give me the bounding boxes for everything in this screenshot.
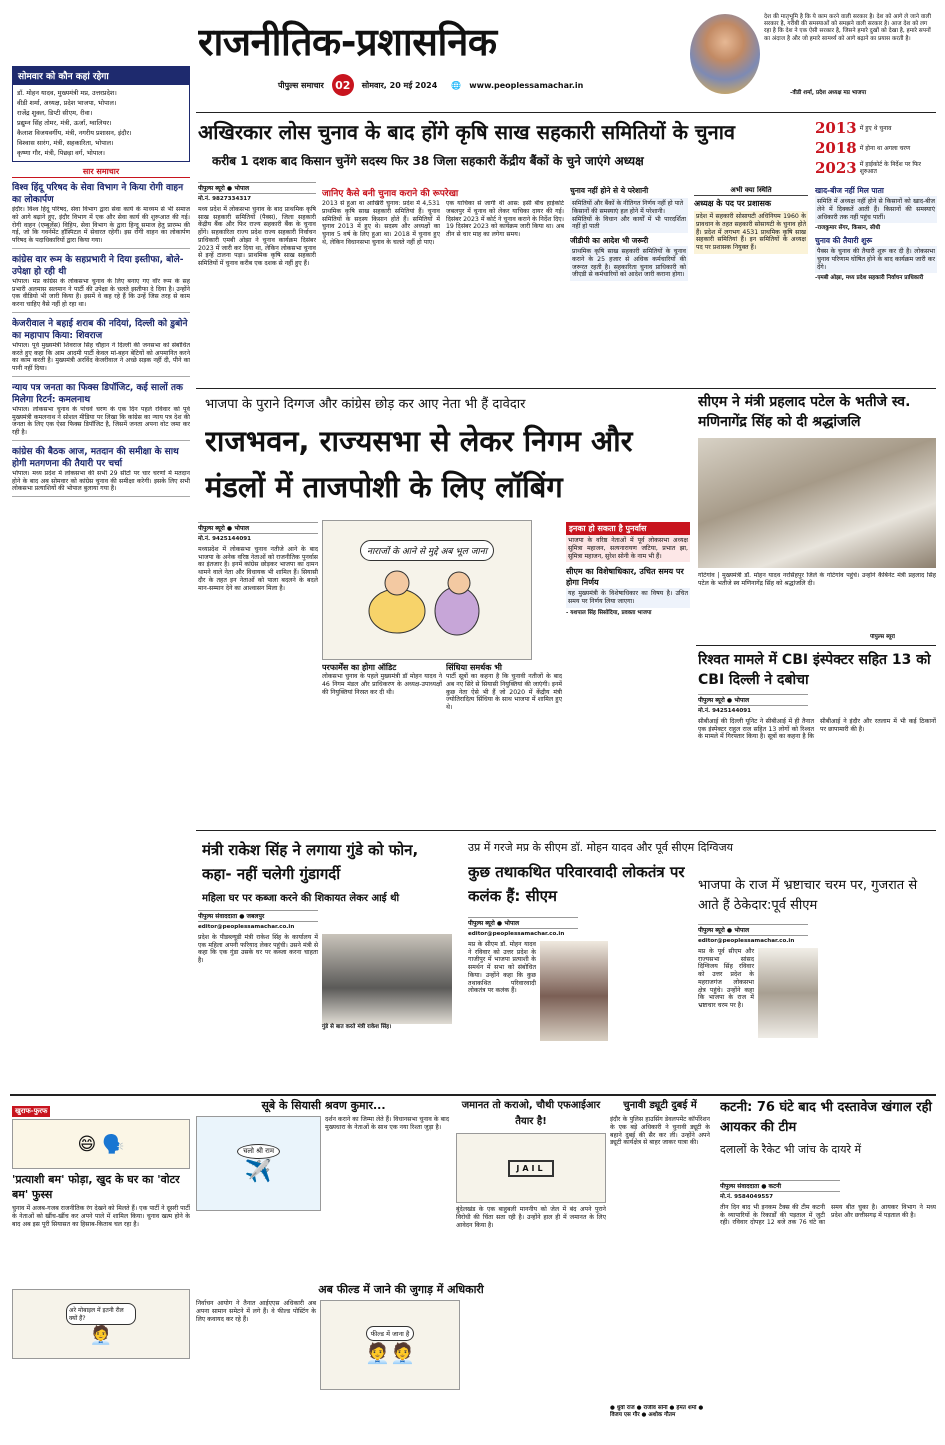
schedule-item: प्रद्युम्न सिंह तोमर, मंत्री, ऊर्जा, ग्वालियर। <box>17 119 112 127</box>
cm-title: सीएम का विशेषाधिकार, उचित समय पर होगा निर्णय <box>566 567 684 588</box>
left-sidebar <box>12 66 190 1086</box>
schedule-item: राजेंद्र शुक्ल, डिप्टी सीएम, रीवा। <box>17 109 93 117</box>
page-number: 02 <box>332 74 354 96</box>
bhajpa-headline: राजभवन, राज्यसभा से लेकर निगम और मंडलों में ताजपोशी के लिए लॉबिंग <box>205 424 633 504</box>
khurafat-box <box>12 1098 190 1438</box>
globe-icon: 🌐 <box>451 80 462 90</box>
side-news-title: केजरीवाल ने बहाई शराब की नदियां, दिल्ली को डुबोने का महापाप किया: शिवराज <box>12 318 188 341</box>
bhajpa-cartoon <box>322 520 532 660</box>
schedule-list <box>12 85 190 162</box>
side-news-title: न्याय पत्र जनता का फिक्स डिपॉजिट, कई सालों तक मिलेगा रिटर्न: कमलनाथ <box>12 382 183 405</box>
column-credits: ● धुर्वा राज ● राजीव सोनी ● हेमंत शर्मा ● विजय एस गौर ● अशोक गौतम <box>610 1405 704 1418</box>
khurafat-bubble: अरे मोबाइल में इतनी रील क्यों हैं? <box>66 1303 136 1325</box>
prahlad-photo <box>698 438 936 568</box>
schedule-item: कृष्णा गौर, मंत्री, पिछड़ा वर्ग, भोपाल। <box>17 149 106 157</box>
side-news-title: कांग्रेस वार रूम के सहप्रभारी ने दिया इस्तीफा, बोले- उपेक्षा हो रही थी <box>12 254 184 277</box>
side-news-body: भोपाल। पूर्व मुख्यमंत्री शिवराज सिंह चौहान ने दिल्ली की जनसभा को संबोधित करते हुए कहा कि आम आदमी पार्टी केवल मां-बहन बेटियों को अपमानित करने का काम करती है। मुख्यमंत्री अरविंद केजरीवाल ने अच्छे सड़क नहीं दी, पीने का पानी नहीं दिया। <box>12 341 190 372</box>
cbi-headline: रिश्वत मामले में CBI इंस्पेक्टर सहित 13 को CBI दिल्ली ने दबोचा <box>698 652 931 688</box>
jamanat-cartoon <box>456 1133 606 1203</box>
jamanat-cartoon-text: JAIL <box>508 1160 553 1177</box>
scindia-title: सिंधिया समर्थक भी <box>446 663 502 672</box>
katni-mobile: मो.नं. 9584049557 <box>720 1194 774 1200</box>
khurafat-body: चुनाव में अजब-गजब राजनीतिक रंग देखने को मिलते हैं। एक पार्टी ने दूसरी पार्टी के नेताओं को खींच-खींच कर अपने पाले में शामिल किया। चुनाव खत्म होने के बाद अब इस पूरी सियासत का हिसाब-किताब चल रहा है। <box>12 1205 190 1228</box>
year-row <box>815 138 937 158</box>
digvijay-email: editor@peoplessamachar.co.in <box>698 938 795 944</box>
shravan-cartoon-text: चलो श्री राम <box>237 1144 280 1159</box>
lead-byline: पीपुल्स ब्यूरो ● भोपाल <box>198 182 316 194</box>
digvijay-photo <box>758 948 818 1038</box>
rakesh-caption: गुंडे से बात करते मंत्री राकेश सिंह। <box>322 1023 392 1030</box>
section-title: राजनीतिक-प्रशासनिक <box>198 20 497 64</box>
bhajpa-byline: पीपुल्स ब्यूरो ● भोपाल <box>198 522 318 534</box>
side-news-list <box>12 182 190 497</box>
current-body: प्रदेश में सहकारी सोसायटी अधिनियम 1960 के प्रावधान के तहत सहकारी सोसायटी के चुनाव होते हैं। प्रदेश में लगभग 4531 प्राथमिक कृषि साख सहकारी समितियां हैं। इन समितियों के अध्यक्ष पद पर प्रशासक नियुक्त हैं। <box>694 211 808 254</box>
shravan-cartoon: चलो श्री राम ✈️ <box>196 1116 321 1211</box>
cm-body: यह मुख्यमंत्री के विशेषाधिकार का विषय है। उचित समय पर निर्णय लिया जाएगा। <box>566 588 690 608</box>
bhajpa-column-1 <box>198 520 318 825</box>
jugaad-box <box>196 1282 606 1402</box>
katni-headline: कटनी: 76 घंटे बाद भी दस्तावेज खंगाल रही आयकर की टीम <box>720 1100 932 1135</box>
year-row <box>815 158 937 178</box>
problems-title: चुनाव नहीं होने से ये परेशानी <box>570 186 649 195</box>
shravan-box <box>196 1098 451 1278</box>
rakesh-headline: मंत्री राकेश सिंह ने लगाया गुंडे को फोन, कहा- नहीं चलेगी गुंडागर्दी <box>202 841 419 883</box>
performance-box <box>322 662 442 822</box>
side-news-title: विश्व हिंदू परिषद के सेवा विभाग ने किया रोगी वाहन का लोकार्पण <box>12 183 184 205</box>
masthead <box>198 18 718 98</box>
news-header: सार समाचार <box>12 166 190 178</box>
cbi-byline: पीपुल्स ब्यूरो ● भोपाल <box>698 694 808 706</box>
cbi-mobile: मो.नं. 9425144091 <box>698 708 752 714</box>
rakesh-photo <box>322 934 452 1024</box>
khurafat-label: खुराफ-फुरफ <box>12 1106 50 1117</box>
gdp-title: जीडीपी का आदेश भी जरूरी <box>570 236 649 245</box>
problem-item: समितियों और बैंकों के नीतिगत निर्णय नहीं हो पाते <box>572 200 684 207</box>
duty-body: इंदौर के पुलिस हाउसिंग डेवलपमेंट कॉर्पोरेशन के एक बड़े अधिकारी ने चुनावी ड्यूटी के बहाने दुबई की सैर कर ली। उन्होंने अपने ड्यूटी कार्यक्षेत्र से बाहर जाकर यात्रा की। <box>610 1116 710 1147</box>
jamanat-body: बुंदेलखंड के एक बाहुबली माननीय को जेल में बंद अपने पुराने विरोधी की चिंता सता रही है। उन्होंने हाल ही में जमानत के लिए आवेदन किया है। <box>456 1206 606 1229</box>
shravan-headline: सूबे के सियासी श्रवण कुमार... <box>261 1099 386 1112</box>
bhajpa-mobile: मो.नं. 9425144091 <box>198 536 252 542</box>
rehab-body: भाजपा के वरिष्ठ नेताओं में पूर्व लोकसभा अध्यक्ष सुमित्रा महाजन, सत्यनारायण जटिया, प्रभात झा, सुमित्रा महाजन, सुरेश सोनी के नाम भी हैं। <box>566 535 690 562</box>
cartoon-caption: नाराजों के आने से मुद्दे अब भूल जाना <box>360 540 494 561</box>
jugaad-body: निर्वाचन आयोग ने तैनात आईएएस अधिकारी अब अपना सामान समेटने में लगे हैं। वे फील्ड पोस्टिंग के लिए कवायद कर रहे हैं। <box>196 1300 316 1323</box>
khurafat-headline: 'प्रत्याशी बम' फोड़ा, खुद के घर का 'वोटर बम' फुस्स <box>12 1173 180 1201</box>
duty-box <box>610 1098 710 1438</box>
jaaniye-heading: जानिए कैसे बनी चुनाव कराने की रूपरेखा <box>322 189 459 199</box>
issue-date: सोमवार, 20 मई 2024 <box>361 80 438 90</box>
problem-item: किसानों की समस्याएं हल होने में परेशानी। <box>572 207 665 215</box>
quote-author: -वीडी शर्मा, प्रदेश अध्यक्ष मप्र भाजपा <box>790 90 867 96</box>
side-news-item <box>12 318 190 377</box>
year-text: में होना था अगला चरण <box>859 144 911 152</box>
side-news-body: भोपाल। मध्य प्रदेश में लोकसभा की सभी 29 सीटों पर चार चरणों में मतदान होने के बाद अब सोमवार को कांग्रेस चुनाव की समीक्षा करेगी। इसके लिए सभी लोकसभा प्रत्याशियों की भोपाल बुलाया गया है। <box>12 469 190 493</box>
q2-title: चुनाव की तैयारी शुरू <box>815 236 873 246</box>
website-link[interactable]: www.peoplessamachar.in <box>469 80 584 90</box>
cbi-column <box>698 692 936 822</box>
jamanat-headline: जमानत तो कराओ, चौथी एफआईआर तैयार है! <box>461 1100 601 1127</box>
year-value: 2013 <box>815 119 857 137</box>
mohan-body: मप्र के सीएम डॉ. मोहन यादव ने रविवार को उत्तर प्रदेश के गाजीपुर में भाजपा प्रत्याशी के समर्थन में सभा को संबोधित किया। उन्होंने कहा कि कुछ तथाकथित परिवारवादी लोकतंत्र पर कलंक हैं। <box>468 940 536 995</box>
year-value: 2018 <box>815 139 857 157</box>
katni-subhead: दलालों के रैकेट भी जांच के दायरे में <box>720 1143 862 1156</box>
rakesh-body: प्रदेश के पीडब्ल्यूडी मंत्री राकेश सिंह के कार्यालय में एक महिला अपनी फरियाद लेकर पहुंची। उसने मंत्री से कहा कि एक गुंडा उसके घर पर कब्जा करना चाहता है। <box>198 933 318 965</box>
digvijay-headline: भाजपा के राज में भ्रष्टाचार चरम पर, गुजरात से आते हैं ठेकेदार:पूर्व सीएम <box>698 878 918 913</box>
paper-name: पीपुल्स समाचार <box>278 80 324 90</box>
side-news-title: कांग्रेस की बैठक आज, मतदान की समीक्षा के साथ होगी मतगणना की तैयारी पर चर्चा <box>12 446 179 469</box>
digvijay-column <box>698 922 936 1090</box>
cm-author: - यशपाल सिंह सिसोदिया, प्रवक्ता भाजपा <box>566 609 652 616</box>
scindia-box <box>446 662 562 822</box>
side-news-item <box>12 382 190 441</box>
schedule-item: डॉ. मोहन यादव, मुख्यमंत्री मप्र, उत्तरप्रदेश। <box>17 89 117 97</box>
rakesh-column <box>198 908 460 1088</box>
performance-body: लोकसभा चुनाव के पहले मुख्यमंत्री डॉ मोहन यादव ने 46 निगम मंडल और प्राधिकरण के अध्यक्ष-उपाध्यक्षों की नियुक्तियां निरस्त कर दी थी। <box>322 673 442 696</box>
q1-author: -राजकुमार सेंगर, किसान, सीधी <box>815 225 881 232</box>
lead-body-1: मध्य प्रदेश में लोकसभा चुनाव के बाद प्राथमिक कृषि साख सहकारी समितियों (पैक्स), जिला सहकारी केंद्रीय बैंक और फिर राज्य सहकारी बैंक के चुनाव होंगे। सहकारिता राज्य प्रदेश राज्य सहकारी निर्वाचन प्राधिकारी एमबी ओझा ने चुनाव कार्यक्रम दिसंबर 2023 में जारी कर दिया था, लेकिन लोकसभा चुनाव से इन्हें टालना पड़ा। प्राथमिक कृषि साख सहकारी समितियों में चुनाव करीब एक दशक से नहीं हुए हैं। <box>198 205 316 268</box>
quote-box <box>690 10 935 100</box>
mohan-email: editor@peoplessamachar.co.in <box>468 931 565 937</box>
jugaad-headline: अब फील्ड में जाने की जुगाड़ में अधिकारी <box>318 1283 484 1296</box>
problems-list <box>570 198 688 233</box>
lead-body-2: 2013 से हुआ था आखिरी चुनाव: प्रदेश में 4,531 प्राथमिक कृषि साख सहकारी समितियां हैं। चुनाव समितियों के सदस्य किसान होते हैं। समितियों में चुनाव 2013 में हुए थे। सदस्य और अध्यक्षों का चुनाव 5 वर्ष के लिए हुआ था। 2018 में चुनाव हुए थे, लेकिन विधानसभा चुनाव के चलते नहीं हो पाए। <box>322 200 440 246</box>
year-text: में हुए थे चुनाव <box>859 124 892 132</box>
mohan-column <box>468 915 690 1090</box>
katni-column <box>720 1178 936 1438</box>
rakesh-subhead: महिला घर पर कब्जा करने की शिकायत लेकर आई थी <box>202 893 400 904</box>
jugaad-bubble: फील्ड में जाना है <box>366 1326 415 1341</box>
problems-box <box>570 186 688 376</box>
prahlad-headline: सीएम ने मंत्री प्रहलाद पटेल के भतीजे स्व. मणिनागेंद्र सिंह को दी श्रद्धांजलि <box>698 394 911 430</box>
schedule-header: सोमवार को कौन कहां रहेगा <box>12 66 190 85</box>
lead-mobile: मो.नं. 9827334317 <box>198 196 252 202</box>
mohan-kicker: उप्र में गरजे मप्र के सीएम डॉ. मोहन यादव और पूर्व सीएम दिग्विजय <box>468 841 734 854</box>
khurafat-cartoon-2: अरे मोबाइल में इतनी रील क्यों हैं? 🧑‍💼 <box>12 1289 190 1359</box>
lead-body-3: एक याचिका से जागी थी आस: इसी बीच हाईकोर्ट जबलपुर में चुनाव को लेकर याचिका दायर की गई। दिसंबर 2023 में कोर्ट ने चुनाव कराने के निर्देश दिए। 19 दिसंबर 2023 को कार्यक्रम जारी किया था। अब तीन से चार माह का लगेगा समय। <box>446 200 564 238</box>
mohan-photo <box>540 941 608 1041</box>
year-row <box>815 118 937 138</box>
vd-sharma-photo <box>690 14 760 94</box>
side-news-body: भोपाल। लोकसभा चुनाव के पांचवें चरण के एक दिन पहले रविवार को पूर्व मुख्यमंत्री कमलनाथ ने सोशल मीडिया पर लिखा कि कांग्रेस का न्याय पत्र देश की जनता के लिए एक ऐसा फिक्स डिपॉजिट है, जिसमें जनता अपना वोट जमा कर रही है। <box>12 405 190 436</box>
side-news-body: इंदौर। विश्व हिंदू परिषद, सेवा विभाग द्वारा सेवा कार्य के माध्यम से भी समाज को आगे बढ़ाने हुए, इंदौर विभाग में एक और सेवा कार्य की शुरूआत की गई। रोगी वाहन (एम्बुलेंस) विहिप, सेवा विभाग के द्वारा हिन्दू समाज हेतु प्रारम्भ की गई, जो कि गवर्नमेंट हॉस्पिटल में सेवारत रहेगी। इस रोगी वाहन का लोकार्पण परिषद के पदाधिकारियों द्वारा किया गया। <box>12 206 190 244</box>
problem-item: समितियों के विधान और कार्यों में भी पारदर्शिता नहीं हो पाती <box>572 215 686 231</box>
rehab-box <box>566 522 690 822</box>
khurafat-cartoon: 😄 🗣️ <box>12 1119 190 1169</box>
q1-body: समिति में अध्यक्ष नहीं होने से किसानों को खाद-बीज लेने में दिक्कतें आती हैं। किसानों की समस्याएं अधिकारी तक नहीं पहुंच पातीं। <box>815 196 937 223</box>
years-box <box>815 118 937 183</box>
quote-text: देश की मातृभूमि है कि ये काम करने वाली सरकार है। देश को आगे ले जाने वाली सरकार है, गरीबी की समस्याओं को समझने वाली सरकार है। आज देश को लग रहा है कि देश ने एक ऐसी सरकार है, जिसने हमारे दुखों को देखा है, हमारे सपनों का अंदाज है और जो हमारे सामर्थ्य को आगे बढ़ाने का प्रयास करती है। <box>764 14 931 42</box>
lead-column-1 <box>198 180 316 370</box>
katni-byline: पीपुल्स संवाददाता ● कटनी <box>720 1180 840 1192</box>
mohan-body-cont <box>612 941 690 1041</box>
jamanat-box <box>456 1098 606 1278</box>
schedule-item: वीडी शर्मा, अध्यक्ष, प्रदेश भाजपा, भोपाल। <box>17 99 117 107</box>
bhajpa-body: मध्यप्रदेश में लोकसभा चुनाव नतीजे आने के बाद भाजपा के अनेक वरिष्ठ नेताओं को राजनीतिक पुनर्वास का इंतजार है। इनमें कांग्रेस छोड़कर भाजपा का दामन थामने वाले नेता और विधायक भी शामिल हैं। सियासी दौर के तहत इन नेताओं को पाला बदलने के बदले मान-सम्मान देने का आश्वासन मिला है। <box>198 545 318 592</box>
lead-headline: अखिरकार लोस चुनाव के बाद होंगे कृषि साख सहकारी समितियों के चुनाव <box>198 120 735 144</box>
schedule-item: विश्वास सारंग, मंत्री, सहकारिता, भोपाल। <box>17 139 114 147</box>
jugaad-body-cont <box>464 1300 604 1390</box>
rakesh-email: editor@peoplessamachar.co.in <box>198 924 295 930</box>
q2-author: -एमबी ओझा, मध्य प्रदेश सहकारी निर्वाचन प्राधिकारी <box>815 275 924 282</box>
year-value: 2023 <box>815 159 857 177</box>
jugaad-cartoon: फील्ड में जाना है 🧑‍💼🧑‍💼 <box>320 1300 460 1390</box>
mohan-byline: पीपुल्स ब्यूरो ● भोपाल <box>468 917 578 929</box>
shravan-body: दर्शन कराने का जिम्मा लेते हैं। विधानसभा चुनाव के बाद मुख्यधारा के नेताओं के साथ एक नया रिश्ता जुड़ा है। <box>325 1116 449 1131</box>
current-title: अभी क्या स्थिति <box>694 186 808 196</box>
current-status-box <box>694 186 808 376</box>
lead-subhead: करीब 1 दशक बाद किसान चुनेंगे सदस्य फिर 38 जिला सहकारी केंद्रीय बैंकों के चुने जाएंगे अध्यक्ष <box>212 154 644 168</box>
scindia-body: पार्टी सूत्रों का कहना है कि चुनावी नतीजों के बाद अब नए सिरे से सियासी नियुक्तियां की जाएंगी। इनमें कुछ नेता ऐसे भी हैं जो 2020 में केंद्रीय मंत्री ज्योतिरादित्य सिंधिया के साथ भाजपा में शामिल हुए थे। <box>446 673 562 711</box>
mohan-headline: कुछ तथाकथित परिवारवादी लोकतंत्र पर कलंक हैं: सीएम <box>468 863 685 905</box>
gdp-body: प्राथमिक कृषि साख सहकारी समितियों के चुनाव कराने के 25 हजार से अधिक कर्मचारियों की जरूरत रहती है। सहकारिता चुनाव प्राधिकारी को जीएडी से कर्मचारियों को आदेश जारी कराना होगा। <box>570 246 688 281</box>
side-news-item <box>12 254 190 313</box>
current-subtitle: अध्यक्ष के पद पर प्रशासक <box>694 199 772 208</box>
prahlad-byline: पीपुल्स ब्यूरो <box>870 634 895 640</box>
side-news-item <box>12 446 190 497</box>
side-news-body: भोपाल। मप्र कांग्रेस के लोकसभा चुनाव के लिए बनाए गए वॉर रूम के सह प्रभारी अलमास सलमान ने पार्टी की उपेक्षा के चलते इस्तीफा दे दिया है। उन्होंने एक वीडियो भी जारी किया है। इसमें वे कह रहे हैं कि उन्हें जिस तरह से काम करना चाहिए वैसे नहीं हो रहा था। <box>12 277 190 308</box>
digvijay-body-cont <box>822 948 932 1038</box>
digvijay-byline: पीपुल्स ब्यूरो ● भोपाल <box>698 924 808 936</box>
duty-headline: चुनावी ड्यूटी दुबई में <box>623 1100 697 1111</box>
performance-title: परफार्मेंस का होगा ऑडिट <box>322 663 397 672</box>
cartoon-figures <box>347 561 507 641</box>
rehab-title: इनका हो सकता है पुनर्वास <box>566 522 690 535</box>
cbi-body: सीबीआई की दिल्ली यूनिट ने सीबीआई में ही तैनात एक इंस्पेक्टर राहुल राज सहित 13 लोगों को रिश्वत के मामले में गिरफ्तार किया है। सूत्रों का कहना है कि सीबीआई ने इंदौर और रतलाम में भी कई ठिकानों पर छापामारी की है। <box>698 717 936 741</box>
katni-body: तीन दिन बाद भी इनकम टैक्स की टीम कटनी के व्यापारियों के रिकार्डों की पड़ताल में जुटी रही। रविवार दोपहर 12 बजे तक 76 घंटे का समय बीत चुका है। आयकर विभाग ने मध्य प्रदेश और छत्तीसगढ़ में पड़ताल की है। <box>720 1203 936 1227</box>
q2-body: पैक्स के चुनाव की तैयारी शुरू कर दी है। लोकसभा चुनाव परिणाम घोषित होने के बाद कार्यक्रम जारी कर देंगे। <box>815 246 937 273</box>
prahlad-caption: गोटेगांव | मुख्यमंत्री डॉ. मोहन यादव नरसिंहपुर जिले के गोटेगांव पहुंचे। उन्होंने कैबिनेट मंत्री प्रहलाद सिंह पटेल के भतीजे स्व मणिनागेंद्र सिंह को श्रद्धांजलि दी। <box>698 572 936 587</box>
bhajpa-kicker: भाजपा के पुराने दिग्गज और कांग्रेस छोड़ कर आए नेता भी हैं दावेदार <box>205 397 526 412</box>
year-text: में हाईकोर्ट के निर्देश पर फिर शुरुआत <box>859 161 922 175</box>
farmer-quote-box <box>815 186 937 376</box>
rakesh-byline: पीपुल्स संवाददाता ● जबलपुर <box>198 910 318 922</box>
schedule-item: कैलाश विजयवर्गीय, मंत्री, नगरीय प्रशासन, इंदौर। <box>17 129 132 137</box>
side-news-item <box>12 182 190 249</box>
digvijay-body: मप्र के पूर्व सीएम और राज्यसभा सांसद दिग्विजय सिंह रविवार को उत्तर प्रदेश के महराजगंज लोकसभा क्षेत्र पहुंचे। उन्होंने कहा कि भाजपा के राज में भ्रष्टाचार चरम पर है। <box>698 947 754 1010</box>
q1-title: खाद-बीज नहीं मिल पाता <box>815 186 884 195</box>
